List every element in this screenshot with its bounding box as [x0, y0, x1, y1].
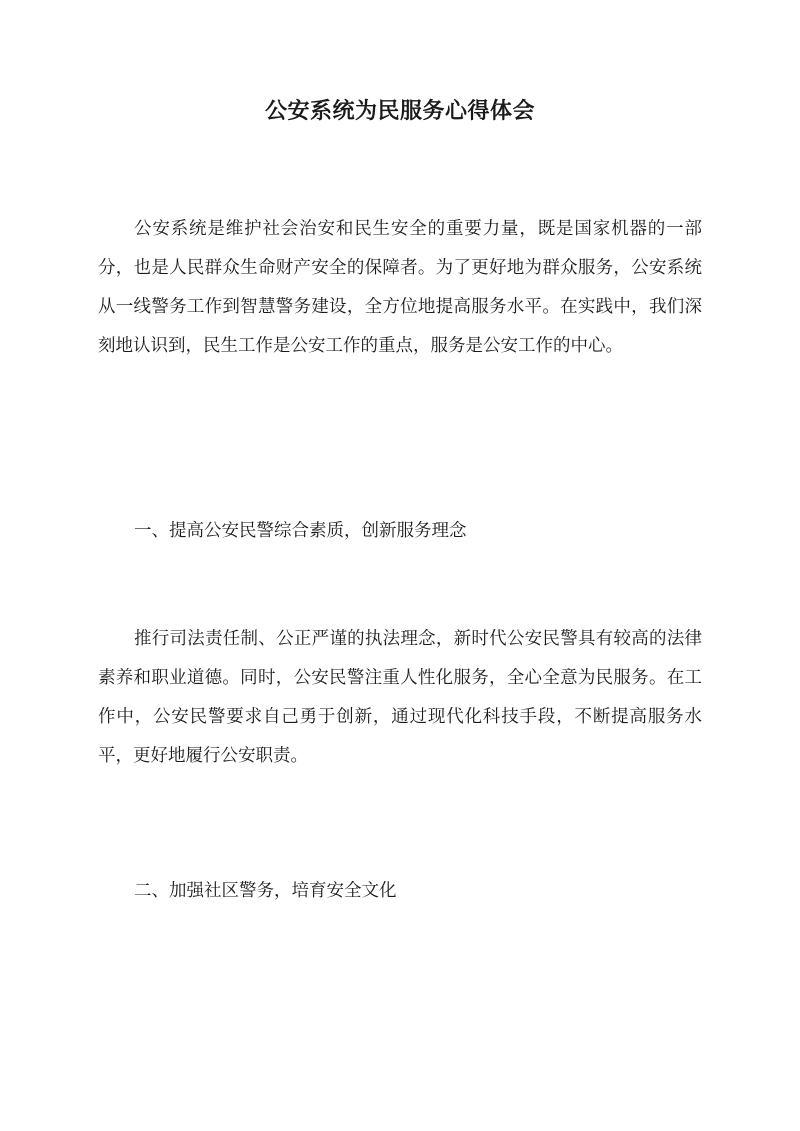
section-heading-2: 二、加强社区警务，培育安全文化 — [134, 881, 397, 901]
intro-paragraph: 公安系统是维护社会治安和民生安全的重要力量，既是国家机器的一部分，也是人民群众生命财产安全的保障者。为了更好地为群众服务，公安系统从一线警务工作到智慧警务建设，全方位地提高服务水平。在实践中，我们深刻地认识到，民生工作是公安工作的重点，服务是公安工作的中心。 — [98, 219, 702, 356]
section-heading-1: 一、提高公安民警综合素质，创新服务理念 — [134, 521, 467, 541]
document-title: 公安系统为民服务心得体会 — [264, 98, 535, 124]
section-1-paragraph: 推行司法责任制、公正严谨的执法理念，新时代公安民警具有较高的法律素养和职业道德。同时，公安民警注重人性化服务，全心全意为民服务。在工作中，公安民警要求自己勇于创新，通过现代化科技手段，不断提高服务水平，更好地履行公安职责。 — [98, 629, 702, 766]
